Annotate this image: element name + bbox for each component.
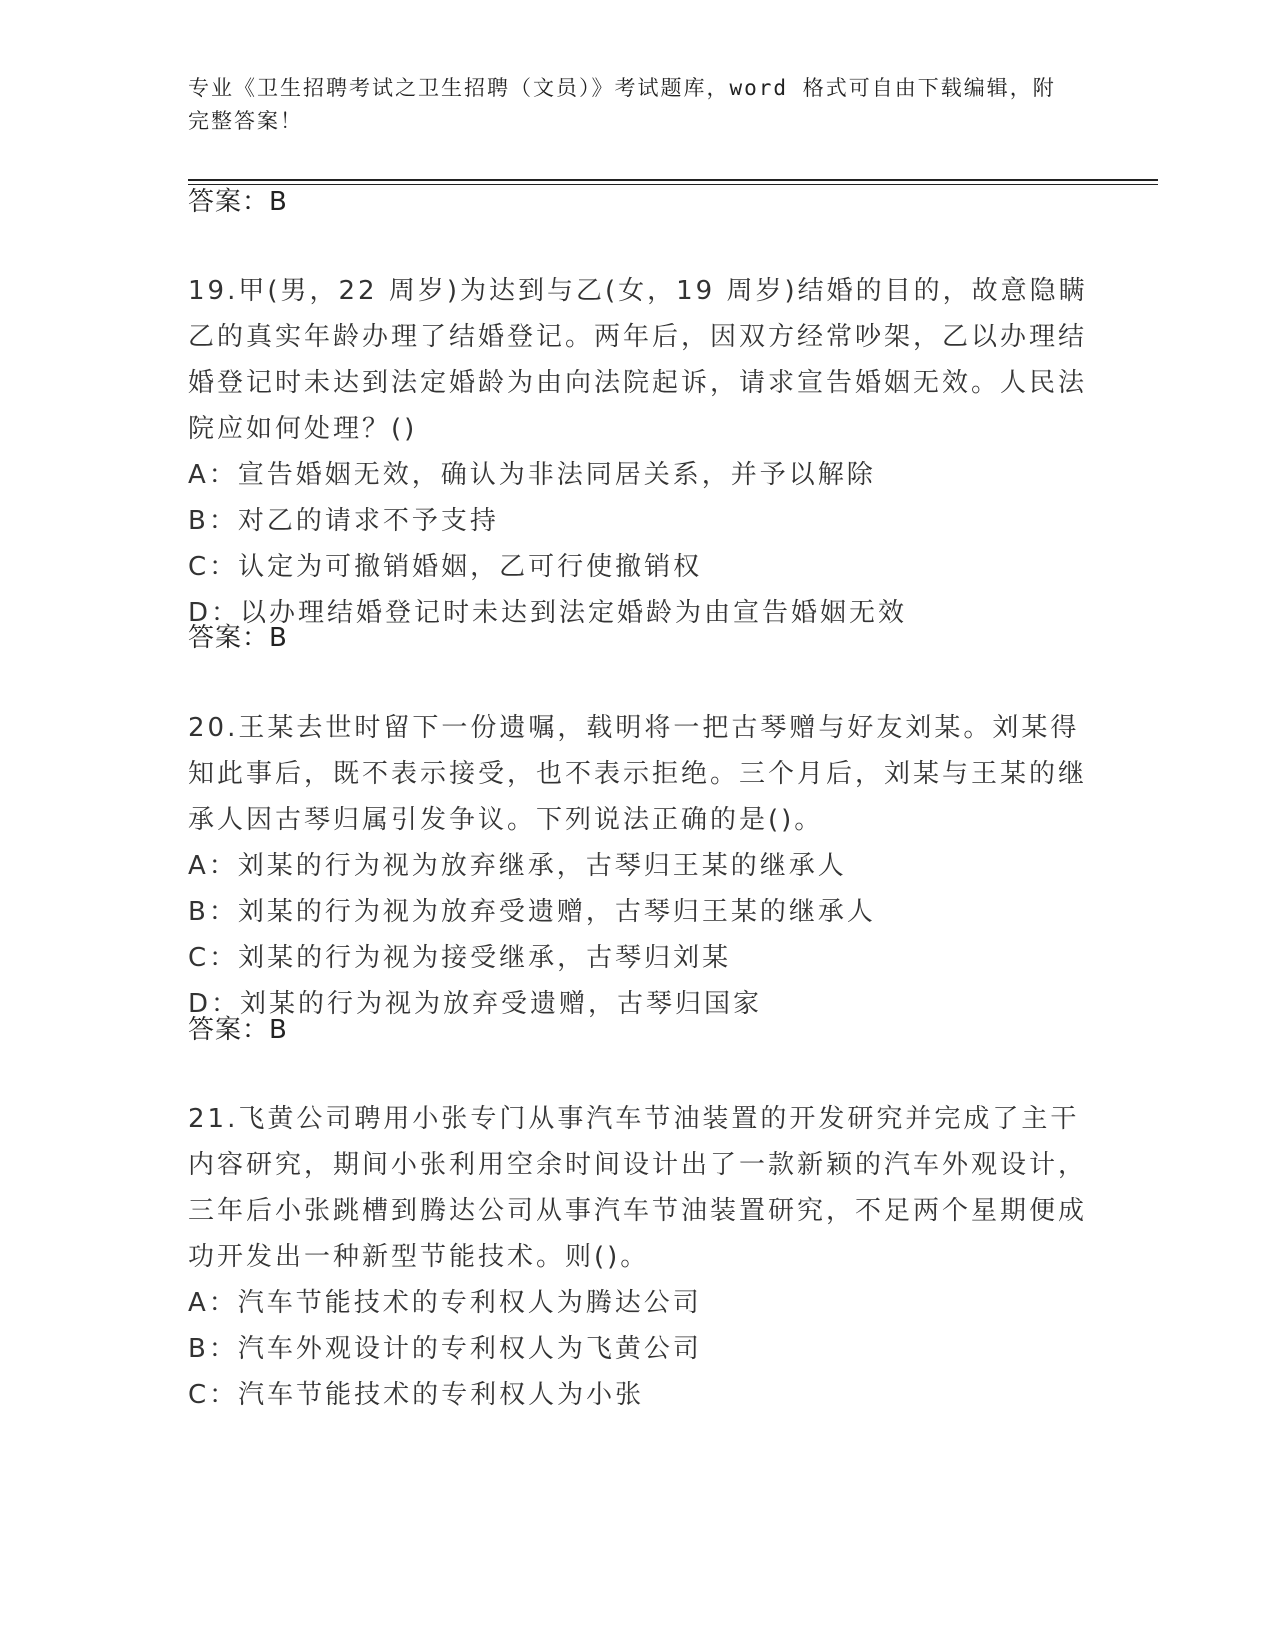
header-divider-thin xyxy=(188,184,1158,185)
option-b: B：对乙的请求不予支持 xyxy=(188,506,499,536)
option-c: C：认定为可撤销婚姻，乙可行使撤销权 xyxy=(188,552,703,582)
question-stem: 20.王某去世时留下一份遗嘱，载明将一把古琴赠与好友刘某。刘某得知此事后，既不表示接受，也不表示拒绝。三个月后，刘某与王某的继承人因古琴归属引发争议。下列说法正确的是()。 xyxy=(188,713,1088,835)
header-divider-thick xyxy=(188,179,1158,181)
question-stem: 19.甲(男，22 周岁)为达到与乙(女，19 周岁)结婚的目的，故意隐瞒乙的真实年龄办理了结婚登记。两年后，因双方经常吵架，乙以办理结婚登记时未达到法定婚龄为由向法院起诉，请求宣告婚姻无效。人民法院应如何处理？() xyxy=(188,276,1088,444)
question-20 xyxy=(188,705,1088,1027)
option-c: C：刘某的行为视为接受继承，古琴归刘某 xyxy=(188,943,732,973)
option-b: B：刘某的行为视为放弃受遗赠，古琴归王某的继承人 xyxy=(188,897,876,927)
question-stem: 21.飞黄公司聘用小张专门从事汽车节油装置的开发研究并完成了主干内容研究，期间小张利用空余时间设计出了一款新颖的汽车外观设计，三年后小张跳槽到腾达公司从事汽车节油装置研究，不足两个星期便成功开发出一种新型节能技术。则()。 xyxy=(188,1104,1088,1272)
option-d: D：以办理结婚登记时未达到法定婚龄为由宣告婚姻无效 xyxy=(188,598,908,628)
option-b: B：汽车外观设计的专利权人为飞黄公司 xyxy=(188,1334,702,1364)
question-21 xyxy=(188,1096,1088,1418)
answer-line-19: 答案：B xyxy=(188,623,288,653)
option-a: A：宣告婚姻无效，确认为非法同居关系，并予以解除 xyxy=(188,460,876,490)
option-a: A：汽车节能技术的专利权人为腾达公司 xyxy=(188,1288,702,1318)
answer-line-18: 答案：B xyxy=(188,187,288,217)
question-19 xyxy=(188,268,1088,636)
answer-line-20: 答案：B xyxy=(188,1015,288,1045)
option-d: D：刘某的行为视为放弃受遗赠，古琴归国家 xyxy=(188,989,763,1019)
option-c: C：汽车节能技术的专利权人为小张 xyxy=(188,1380,645,1410)
document-header: 专业《卫生招聘考试之卫生招聘（文员）》考试题库，word 格式可自由下载编辑，附完整答案！ xyxy=(188,76,1056,133)
option-a: A：刘某的行为视为放弃继承，古琴归王某的继承人 xyxy=(188,851,847,881)
